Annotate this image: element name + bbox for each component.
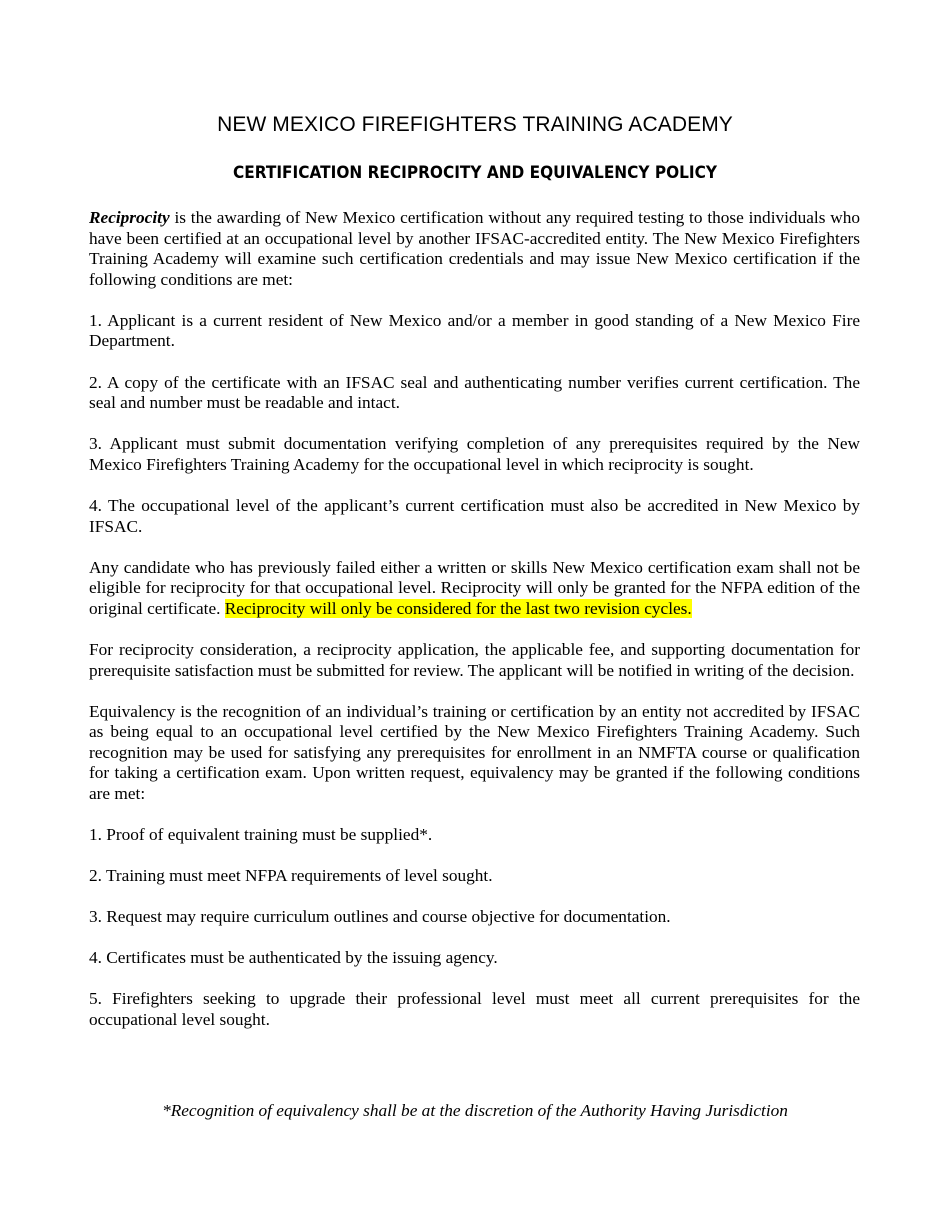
failed-exam-paragraph xyxy=(89,558,860,620)
page-title: NEW MEXICO FIREFIGHTERS TRAINING ACADEMY xyxy=(217,113,733,136)
equivalency-definition: Equivalency is the recognition of an individual’s training or certification by an entity not accredited by IFSAC as being equal to an occupational level certified by the New Mexico Firefighters Training Academy. Such recognition may be used for satisfying any prerequisites for enrollment in an NMFTA course or qualification for taking a certification exam. Upon written request, equivalency may be granted if the following conditions are met: xyxy=(89,701,860,803)
equivalency-footnote: *Recognition of equivalency shall be at the discretion of the Authority Having Jurisdiction xyxy=(162,1101,788,1120)
equivalency-condition-2: 2. Training must meet NFPA requirements of level sought. xyxy=(89,866,493,886)
equivalency-condition-5: 5. Firefighters seeking to upgrade their professional level must meet all current prerequisites for the occupational level sought. xyxy=(89,989,860,1030)
reciprocity-condition-3: 3. Applicant must submit documentation verifying completion of any prerequisites required by the New Mexico Firefighters Training Academy for the occupational level in which reciprocity is sought. xyxy=(89,434,860,474)
failed-exam-text: Any candidate who has previously failed either a written or skills New Mexico certification exam shall not be eligible for reciprocity for that occupational level. Reciprocity will only be granted for the NFPA edition of the original certificate. xyxy=(89,557,860,618)
reciprocity-condition-1: 1. Applicant is a current resident of New Mexico and/or a member in good standing of a New Mexico Fire Department. xyxy=(89,310,860,351)
reciprocity-definition-text: is the awarding of New Mexico certification without any required testing to those individuals who have been certified at an occupational level by another IFSAC-accredited entity. The New Mexico Firefighters Training Academy will examine such certification credentials and may issue New Mexico certification if the following conditions are met: xyxy=(89,208,860,289)
equivalency-condition-1: 1. Proof of equivalent training must be supplied*. xyxy=(89,825,433,845)
reciprocity-definition xyxy=(89,208,860,290)
reciprocity-application-paragraph: For reciprocity consideration, a reciprocity application, the applicable fee, and supporting documentation for prerequisite satisfaction must be submitted for review. The applicant will be notified in writing of the decision. xyxy=(89,639,860,680)
reciprocity-condition-4: 4. The occupational level of the applicant’s current certification must also be accredited in New Mexico by IFSAC. xyxy=(89,495,860,536)
reciprocity-term: Reciprocity xyxy=(89,208,170,227)
reciprocity-condition-2: 2. A copy of the certificate with an IFSAC seal and authenticating number verifies current certification. The seal and number must be readable and intact. xyxy=(89,372,860,413)
highlighted-revision-cycles: Reciprocity will only be considered for the last two revision cycles. xyxy=(224,598,692,618)
equivalency-condition-4: 4. Certificates must be authenticated by the issuing agency. xyxy=(89,948,498,968)
policy-body xyxy=(89,208,860,1051)
policy-subtitle: CERTIFICATION RECIPROCITY AND EQUIVALENCY POLICY xyxy=(232,163,718,182)
equivalency-condition-3: 3. Request may require curriculum outlines and course objective for documentation. xyxy=(89,907,671,927)
